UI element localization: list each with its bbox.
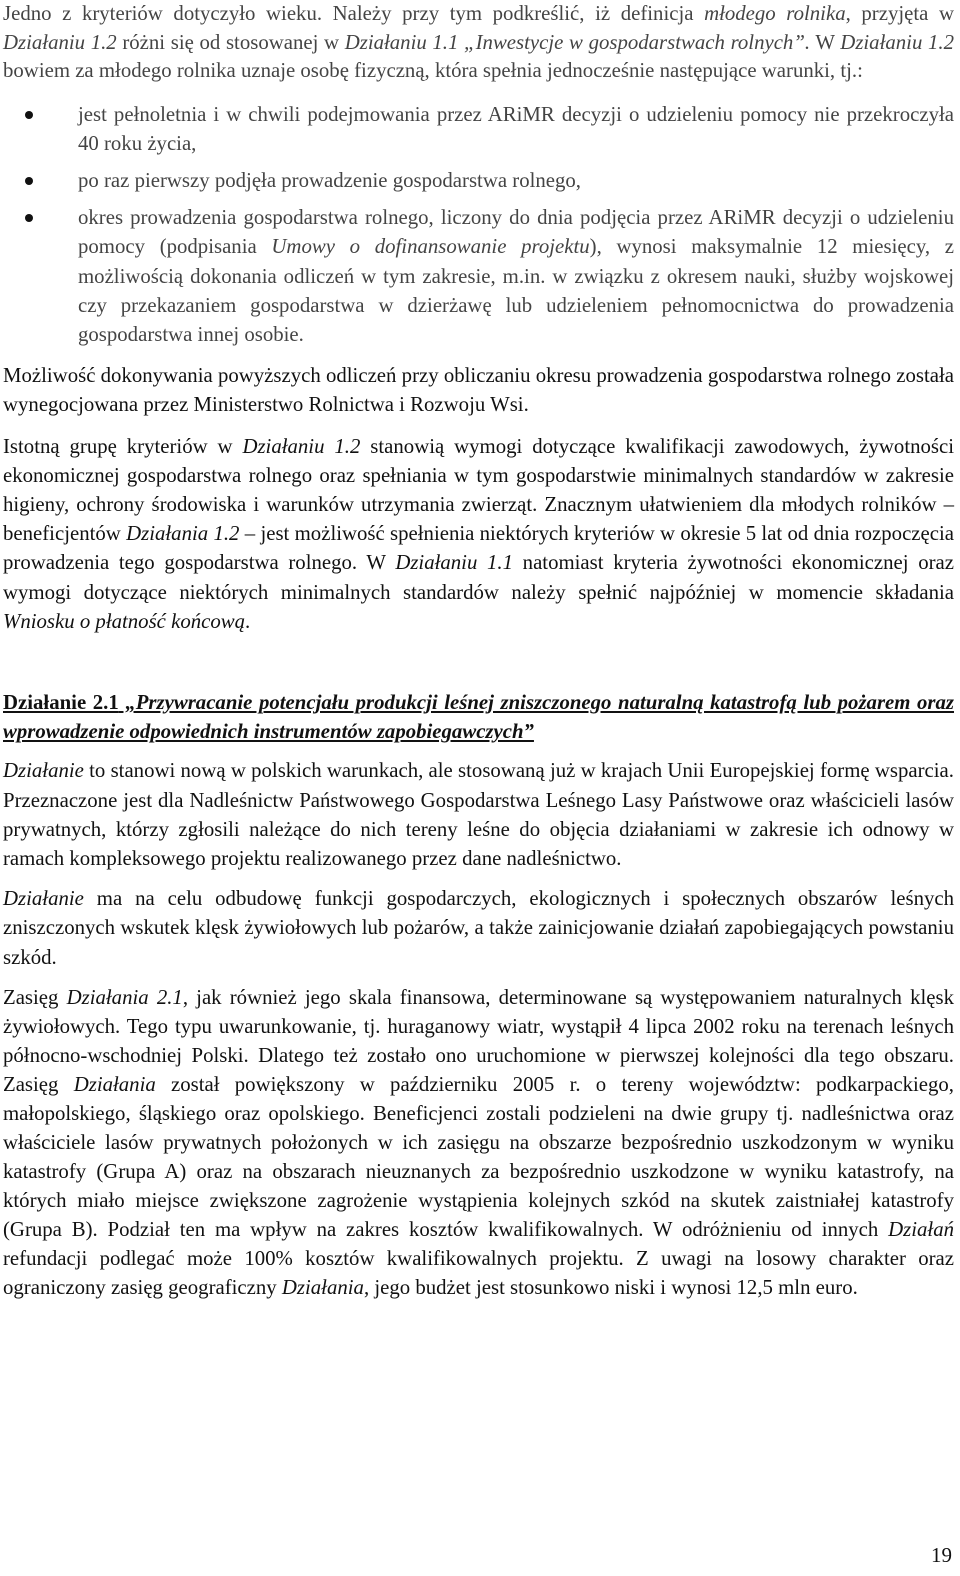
scope-paragraph: Zasięg Działania 2.1, jak również jego skala finansowa, determinowane są występowaniem naturalnych klęsk żywiołowych. Tego typu uwarunkowanie, tj. huraganowy wiatr, wystąpił 4 lipca 2002 roku na terenach leśnych północno-wschodniej Polski. Dlatego też zostało ono uruchomione w pierwszej kolejności dla tego obszaru. Zasięg Działania został powiększony w październiku 2005 r. o tereny województw: podkarpackiego, małopolskiego, śląskiego oraz opolskiego. Beneficjenci zostali podzieleni na dwie grupy tj. nadleśnictwa oraz właściciele lasów prywatnych położonych w ich zasięgu na obszarze bezpośrednio uszkodzonym w wyniku katastrofy (Grupa A) oraz na obszarach nieuznanych za bezpośrednio uszkodzone w wyniku katastrofy, na których miało miejsce zwiększone zagrożenie wystąpienia kolejnych szkód na skutek zaistniałej katastrofy (Grupa B). Podział ten ma wpływ na zakres kosztów kwalifikowalnych. W odróżnieniu od innych Działań refundacji podlegać może 100% kosztów kwalifikowalnych projektu. Z uwagi na losowy charakter oraz ograniczony zasięg geograficzny Działania, jego budżet jest stosunkowo niski i wynosi 12,5 mln euro. xyxy=(3,985,954,1299)
young-farmer-conditions-list xyxy=(3,100,954,350)
criteria-group-paragraph: Istotną grupę kryteriów w Działaniu 1.2 stanowią wymogi dotyczące kwalifikacji zawodowych, żywotności ekonomicznej gospodarstwa rolnego oraz spełniania w tym gospodarstwie minimalnych standardów w zakresie higieny, ochrony środowiska i warunków utrzymania zwierząt. Znacznym ułatwieniem dla młodych rolników – beneficjentów Działania 1.2 – jest możliwość spełnienia niektórych kryteriów w okresie 5 lat od dnia rozpoczęcia prowadzenia tego gospodarstwa rolnego. W Działaniu 1.1 natomiast kryteria żywotności ekonomicznej oraz wymogi dotyczące niektórych minimalnych standardów należy spełnić najpóźniej w momencie składania Wniosku o płatność końcową. xyxy=(3,434,954,633)
goal-paragraph: Działanie ma na celu odbudowę funkcji gospodarczych, ekologicznych i społecznych obszarów leśnych zniszczonych wskutek klęsk żywiołowych lub pożarów, a także zainicjowanie działań zapobiegających powstaniu szkód. xyxy=(3,887,954,969)
bullet-icon xyxy=(25,111,33,119)
bullet-icon xyxy=(25,214,33,222)
document-page xyxy=(3,0,954,1302)
section-heading-title: „Przywracanie potencjału produkcji leśnej zniszczonego naturalną katastrofą lub pożarem oraz wprowadzenie odpowiednich instrumentów zapobiegawczych” xyxy=(3,690,954,744)
new-support-paragraph: Działanie to stanowi nową w polskich warunkach, ale stosowaną już w krajach Unii Europejskiej formę wsparcia. Przeznaczone jest dla Nadleśnictw Państwowego Gospodarstwa Leśnego Lasy Państwowe oraz właścicieli lasów prywatnych, którzy zgłosili należące do nich tereny leśne do objęcia działaniami w zakresie ich odnowy w ramach kompleksowego projektu realizowanego przez dane nadleśnictwo. xyxy=(3,759,954,870)
deductions-paragraph: Możliwość dokonywania powyższych odliczeń przy obliczaniu okresu prowadzenia gospodarstwa rolnego została wynegocjowana przez Ministerstwo Rolnictwa i Rozwoju Wsi. xyxy=(3,364,954,417)
intro-paragraph: Jedno z kryteriów dotyczyło wieku. Należy przy tym podkreślić, iż definicja młodego rolnika, przyjęta w Działaniu 1.2 różni się od stosowanej w Działaniu 1.1 „Inwestycje w gospodarstwach rolnych”. W Działaniu 1.2 bowiem za młodego rolnika uznaje osobę fizyczną, która spełnia jednocześnie następujące warunki, tj.: xyxy=(3,2,954,82)
bullet-icon xyxy=(25,177,33,185)
list-item: jest pełnoletnia i w chwili podejmowania przez ARiMR decyzji o udzieleniu pomocy nie przekroczyła 40 roku życia, xyxy=(3,100,954,158)
list-item: po raz pierwszy podjęła prowadzenie gospodarstwa rolnego, xyxy=(3,166,954,195)
page-number: 19 xyxy=(931,1543,952,1567)
list-item: okres prowadzenia gospodarstwa rolnego, liczony do dnia podjęcia przez ARiMR decyzji o udzieleniu pomocy (podpisania Umowy o dofinansowanie projektu), wynosi maksymalnie 12 miesięcy, z możliwością dokonania odliczeń w tym zakresie, m.in. w związku z okresem nauki, służby wojskowej czy przekazaniem gospodarstwa w dzierżawę lub udzieleniem pełnomocnictwa do prowadzenia gospodarstwa innej osobie. xyxy=(3,203,954,349)
section-heading xyxy=(3,688,954,746)
section-heading-label: Działanie 2.1 xyxy=(3,690,119,714)
